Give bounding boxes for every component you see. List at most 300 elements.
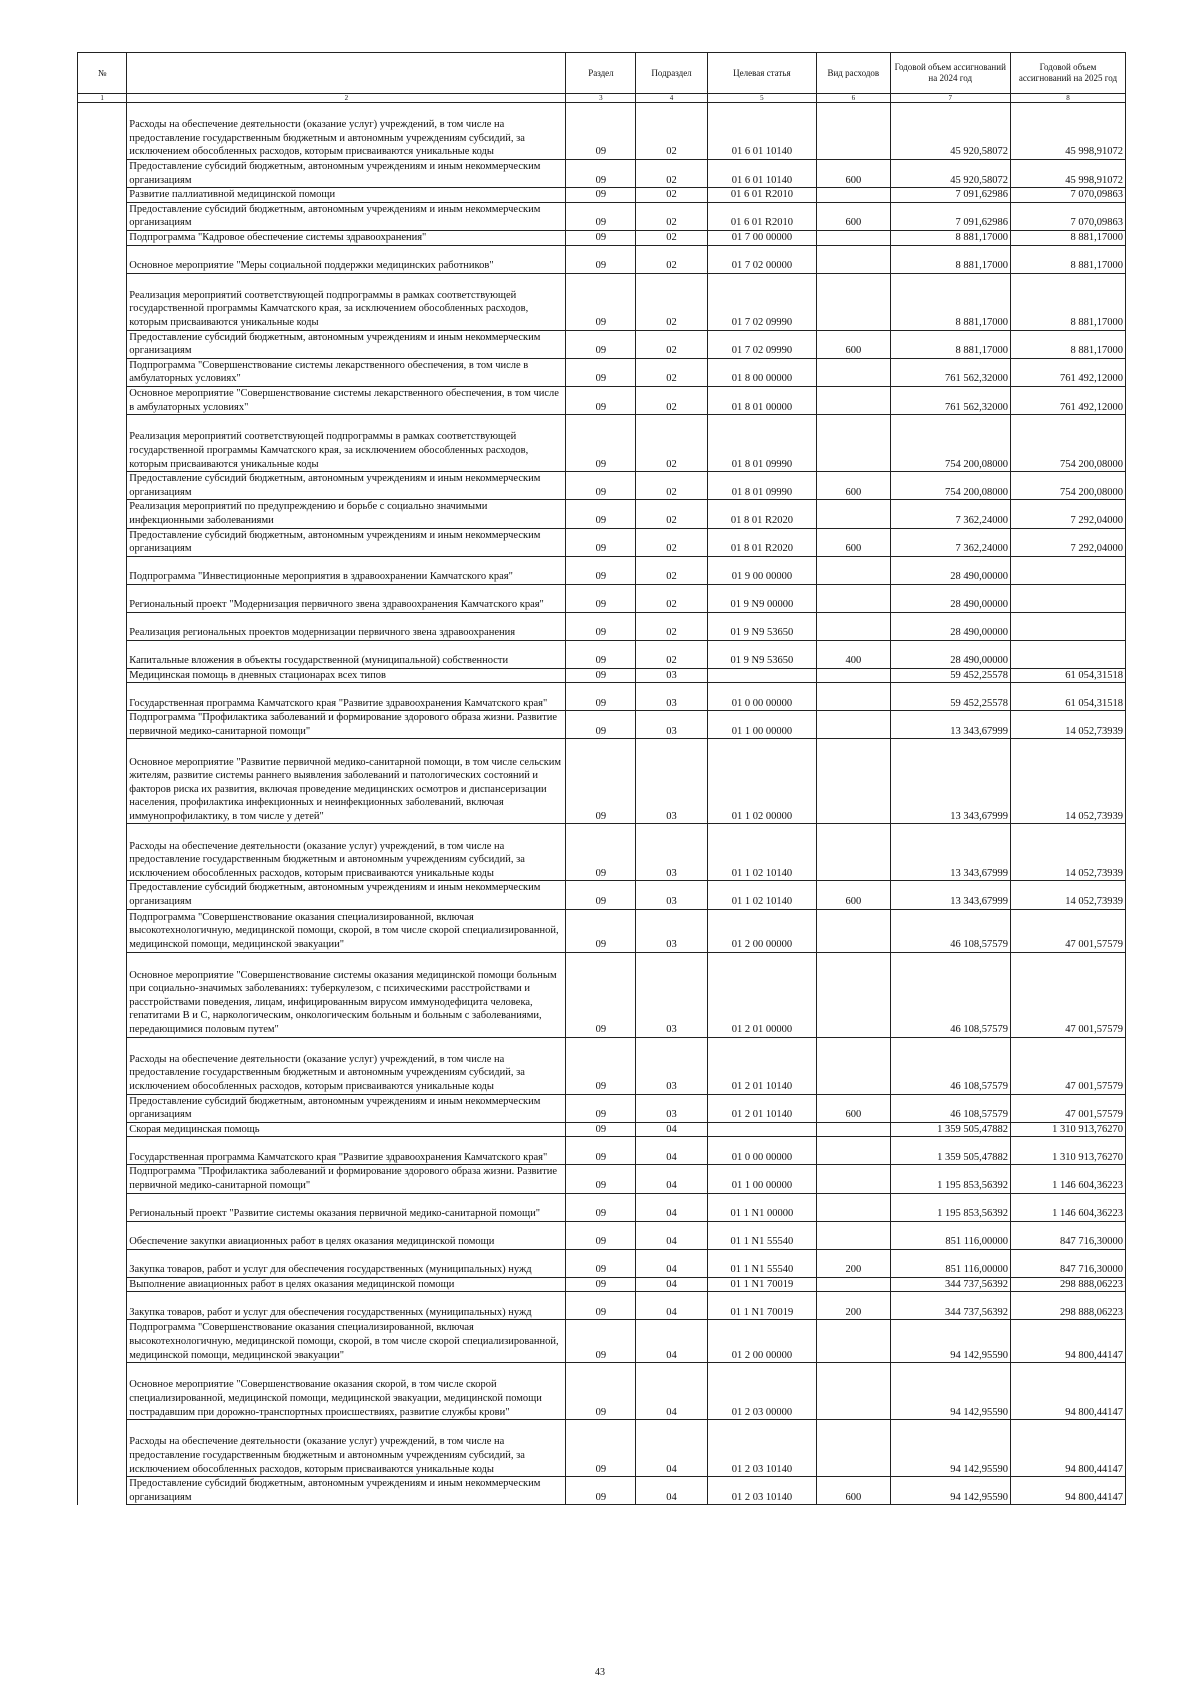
row-number-cell [78, 584, 127, 612]
row-amount-2024-cell: 46 108,57579 [890, 952, 1010, 1037]
row-amount-2025-cell: 8 881,17000 [1010, 230, 1125, 245]
table-row [78, 1221, 1126, 1249]
row-name-cell: Реализация мероприятий по предупреждению и борьбе с социально значимыми инфекционными заболеваниями [127, 500, 566, 528]
row-amount-2024-cell: 1 359 505,47882 [890, 1137, 1010, 1165]
table-row [78, 188, 1126, 203]
row-razdel-cell: 09 [566, 584, 636, 612]
row-expense-type-cell [817, 358, 890, 386]
row-razdel-cell: 09 [566, 1420, 636, 1477]
row-amount-2025-cell: 298 888,06223 [1010, 1292, 1125, 1320]
row-podrazdel-cell: 04 [636, 1420, 707, 1477]
row-amount-2024-cell: 13 343,67999 [890, 824, 1010, 881]
row-amount-2024-cell: 754 200,08000 [890, 472, 1010, 500]
row-amount-2024-cell: 13 343,67999 [890, 739, 1010, 824]
row-number-cell [78, 1193, 127, 1221]
row-razdel-cell: 09 [566, 1037, 636, 1094]
row-number-cell [78, 386, 127, 414]
row-podrazdel-cell: 04 [636, 1122, 707, 1137]
table-row [78, 739, 1126, 824]
table-row [78, 584, 1126, 612]
row-razdel-cell: 09 [566, 103, 636, 160]
row-name-cell: Закупка товаров, работ и услуг для обеспечения государственных (муниципальных) нужд [127, 1249, 566, 1277]
row-name-cell: Подпрограмма "Инвестиционные мероприятия в здравоохранении Камчатского края" [127, 556, 566, 584]
row-amount-2025-cell: 47 001,57579 [1010, 1037, 1125, 1094]
row-target-article-cell: 01 8 00 00000 [707, 358, 817, 386]
row-razdel-cell: 09 [566, 1221, 636, 1249]
row-razdel-cell: 09 [566, 909, 636, 952]
row-podrazdel-cell: 03 [636, 668, 707, 683]
row-name-cell: Предоставление субсидий бюджетным, автономным учреждениям и иным некоммерческим организациям [127, 528, 566, 556]
row-expense-type-cell [817, 668, 890, 683]
header-amount-2025: Годовой объем ассигнований на 2025 год [1010, 53, 1125, 94]
row-razdel-cell: 09 [566, 952, 636, 1037]
column-number: 4 [636, 94, 707, 103]
table-row [78, 909, 1126, 952]
row-podrazdel-cell: 02 [636, 528, 707, 556]
row-name-cell: Предоставление субсидий бюджетным, автономным учреждениям и иным некоммерческим организациям [127, 202, 566, 230]
row-podrazdel-cell: 02 [636, 245, 707, 273]
row-amount-2025-cell: 61 054,31518 [1010, 668, 1125, 683]
table-row [78, 952, 1126, 1037]
table-row [78, 1165, 1126, 1193]
row-name-cell: Расходы на обеспечение деятельности (оказание услуг) учреждений, в том числе на предоставление государственным бюджетным и автономным учреждениям субсидий, за исключением обособленных расходов, которым присваиваются уникальные коды [127, 1420, 566, 1477]
row-podrazdel-cell: 04 [636, 1165, 707, 1193]
row-expense-type-cell [817, 1193, 890, 1221]
row-expense-type-cell [817, 103, 890, 160]
row-podrazdel-cell: 02 [636, 472, 707, 500]
row-amount-2025-cell: 94 800,44147 [1010, 1363, 1125, 1420]
row-razdel-cell: 09 [566, 1094, 636, 1122]
row-target-article-cell: 01 7 02 00000 [707, 245, 817, 273]
row-razdel-cell: 09 [566, 711, 636, 739]
row-amount-2024-cell: 7 362,24000 [890, 528, 1010, 556]
row-expense-type-cell [817, 230, 890, 245]
row-podrazdel-cell: 02 [636, 415, 707, 472]
row-podrazdel-cell: 02 [636, 103, 707, 160]
row-amount-2025-cell: 94 800,44147 [1010, 1477, 1125, 1505]
row-target-article-cell: 01 6 01 10140 [707, 103, 817, 160]
row-razdel-cell: 09 [566, 358, 636, 386]
table-body [78, 103, 1126, 1505]
row-number-cell [78, 1277, 127, 1292]
row-expense-type-cell [817, 711, 890, 739]
row-target-article-cell: 01 2 01 10140 [707, 1094, 817, 1122]
row-expense-type-cell [817, 909, 890, 952]
row-name-cell: Капитальные вложения в объекты государственной (муниципальной) собственности [127, 640, 566, 668]
row-amount-2024-cell: 851 116,00000 [890, 1249, 1010, 1277]
row-name-cell: Основное мероприятие "Совершенствование системы оказания медицинской помощи больным при социально-значимых заболеваниях: туберкулезом, с психическими расстройствами и расстройствами поведения, лицам, инфицированным вирусом иммунодефицита человека, гепатитами В и С, наркологическим, онкологическим больным и больным с заболеваниями, передающимися половым путем" [127, 952, 566, 1037]
row-expense-type-cell [817, 188, 890, 203]
row-razdel-cell: 09 [566, 1122, 636, 1137]
row-name-cell: Подпрограмма "Профилактика заболеваний и формирование здорового образа жизни. Развитие первичной медико-санитарной помощи" [127, 1165, 566, 1193]
row-podrazdel-cell: 03 [636, 1037, 707, 1094]
row-expense-type-cell: 200 [817, 1249, 890, 1277]
row-target-article-cell: 01 2 03 10140 [707, 1477, 817, 1505]
table-row [78, 230, 1126, 245]
row-name-cell: Реализация мероприятий соответствующей подпрограммы в рамках соответствующей государственной программы Камчатского края, за исключением обособленных расходов, которым присваиваются уникальные коды [127, 273, 566, 330]
row-amount-2025-cell: 14 052,73939 [1010, 739, 1125, 824]
row-name-cell: Государственная программа Камчатского края "Развитие здравоохранения Камчатского края" [127, 1137, 566, 1165]
row-name-cell: Подпрограмма "Профилактика заболеваний и формирование здорового образа жизни. Развитие первичной медико-санитарной помощи" [127, 711, 566, 739]
row-amount-2025-cell: 61 054,31518 [1010, 683, 1125, 711]
row-amount-2024-cell: 28 490,00000 [890, 640, 1010, 668]
row-podrazdel-cell: 04 [636, 1137, 707, 1165]
row-amount-2025-cell: 47 001,57579 [1010, 1094, 1125, 1122]
row-target-article-cell: 01 6 01 R2010 [707, 188, 817, 203]
row-name-cell: Основное мероприятие "Совершенствование системы лекарственного обеспечения, в том числе в амбулаторных условиях" [127, 386, 566, 414]
row-expense-type-cell: 600 [817, 160, 890, 188]
row-number-cell [78, 358, 127, 386]
table-row [78, 1477, 1126, 1505]
row-expense-type-cell: 600 [817, 881, 890, 909]
row-razdel-cell: 09 [566, 245, 636, 273]
table-row [78, 273, 1126, 330]
row-razdel-cell: 09 [566, 739, 636, 824]
row-target-article-cell: 01 8 01 R2020 [707, 528, 817, 556]
table-row [78, 472, 1126, 500]
row-name-cell: Государственная программа Камчатского края "Развитие здравоохранения Камчатского края" [127, 683, 566, 711]
row-podrazdel-cell: 02 [636, 584, 707, 612]
row-podrazdel-cell: 03 [636, 683, 707, 711]
table-row [78, 358, 1126, 386]
row-number-cell [78, 472, 127, 500]
row-expense-type-cell [817, 415, 890, 472]
row-amount-2024-cell: 94 142,95590 [890, 1477, 1010, 1505]
row-razdel-cell: 09 [566, 330, 636, 358]
table-row [78, 202, 1126, 230]
row-target-article-cell: 01 8 01 09990 [707, 415, 817, 472]
row-amount-2024-cell: 344 737,56392 [890, 1277, 1010, 1292]
row-amount-2025-cell: 8 881,17000 [1010, 330, 1125, 358]
row-number-cell [78, 640, 127, 668]
row-number-cell [78, 1037, 127, 1094]
table-row [78, 1122, 1126, 1137]
table-row [78, 330, 1126, 358]
row-razdel-cell: 09 [566, 528, 636, 556]
row-amount-2025-cell: 761 492,12000 [1010, 386, 1125, 414]
row-target-article-cell: 01 8 01 09990 [707, 472, 817, 500]
table-row [78, 1277, 1126, 1292]
row-razdel-cell: 09 [566, 1165, 636, 1193]
row-razdel-cell: 09 [566, 881, 636, 909]
row-name-cell: Подпрограмма "Кадровое обеспечение системы здравоохранения" [127, 230, 566, 245]
row-amount-2025-cell [1010, 640, 1125, 668]
row-expense-type-cell [817, 1137, 890, 1165]
row-target-article-cell: 01 2 00 00000 [707, 1320, 817, 1363]
row-amount-2025-cell: 14 052,73939 [1010, 824, 1125, 881]
row-target-article-cell: 01 1 02 10140 [707, 824, 817, 881]
row-amount-2025-cell: 47 001,57579 [1010, 909, 1125, 952]
row-name-cell: Предоставление субсидий бюджетным, автономным учреждениям и иным некоммерческим организациям [127, 1477, 566, 1505]
row-expense-type-cell [817, 683, 890, 711]
row-amount-2025-cell: 1 310 913,76270 [1010, 1122, 1125, 1137]
row-amount-2025-cell: 8 881,17000 [1010, 273, 1125, 330]
row-amount-2025-cell: 7 070,09863 [1010, 202, 1125, 230]
row-amount-2025-cell: 94 800,44147 [1010, 1420, 1125, 1477]
row-amount-2024-cell: 754 200,08000 [890, 415, 1010, 472]
row-expense-type-cell [817, 1277, 890, 1292]
row-expense-type-cell [817, 952, 890, 1037]
row-target-article-cell: 01 9 N9 53650 [707, 612, 817, 640]
row-number-cell [78, 245, 127, 273]
row-name-cell: Реализация мероприятий соответствующей подпрограммы в рамках соответствующей государственной программы Камчатского края, за исключением обособленных расходов, которым присваиваются уникальные коды [127, 415, 566, 472]
row-amount-2024-cell: 7 091,62986 [890, 202, 1010, 230]
row-amount-2025-cell: 7 292,04000 [1010, 528, 1125, 556]
row-razdel-cell: 09 [566, 556, 636, 584]
row-number-cell [78, 683, 127, 711]
row-expense-type-cell [817, 500, 890, 528]
row-expense-type-cell: 600 [817, 528, 890, 556]
row-expense-type-cell: 600 [817, 202, 890, 230]
table-row [78, 640, 1126, 668]
row-number-cell [78, 711, 127, 739]
row-number-cell [78, 1165, 127, 1193]
row-target-article-cell: 01 1 N1 00000 [707, 1193, 817, 1221]
header-amount-2024: Годовой объем ассигнований на 2024 год [890, 53, 1010, 94]
row-razdel-cell: 09 [566, 273, 636, 330]
row-expense-type-cell [817, 1320, 890, 1363]
row-number-cell [78, 739, 127, 824]
row-amount-2025-cell: 754 200,08000 [1010, 415, 1125, 472]
row-name-cell: Медицинская помощь в дневных стационарах всех типов [127, 668, 566, 683]
budget-table [77, 52, 1126, 1505]
row-number-cell [78, 230, 127, 245]
row-podrazdel-cell: 02 [636, 273, 707, 330]
table-row [78, 415, 1126, 472]
row-name-cell: Реализация региональных проектов модернизации первичного звена здравоохранения [127, 612, 566, 640]
row-amount-2025-cell [1010, 556, 1125, 584]
row-podrazdel-cell: 04 [636, 1292, 707, 1320]
row-podrazdel-cell: 02 [636, 160, 707, 188]
row-target-article-cell: 01 2 03 00000 [707, 1363, 817, 1420]
row-amount-2024-cell: 344 737,56392 [890, 1292, 1010, 1320]
row-podrazdel-cell: 02 [636, 230, 707, 245]
row-amount-2025-cell: 847 716,30000 [1010, 1249, 1125, 1277]
row-target-article-cell: 01 2 01 10140 [707, 1037, 817, 1094]
row-razdel-cell: 09 [566, 230, 636, 245]
table-row [78, 612, 1126, 640]
column-number-row [78, 94, 1126, 103]
header-number: № [78, 53, 127, 94]
row-amount-2025-cell: 45 998,91072 [1010, 160, 1125, 188]
table-row [78, 1363, 1126, 1420]
row-amount-2025-cell: 14 052,73939 [1010, 711, 1125, 739]
row-name-cell: Основное мероприятие "Развитие первичной медико-санитарной помощи, в том числе сельским жителям, развитие системы раннего выявления заболеваний и патологических состояний и факторов риска их развития, включая проведение медицинских осмотров и диспансеризации населения, профилактика инфекционных и неинфекционных заболеваний, включая иммунопрофилактику, в том числе у детей" [127, 739, 566, 824]
table-row [78, 556, 1126, 584]
row-amount-2024-cell: 94 142,95590 [890, 1420, 1010, 1477]
table-row [78, 824, 1126, 881]
row-razdel-cell: 09 [566, 415, 636, 472]
row-name-cell: Подпрограмма "Совершенствование оказания специализированной, включая высокотехнологичную, медицинской помощи, скорой, в том числе скорой специализированной, медицинской помощи, медицинской эвакуации" [127, 1320, 566, 1363]
row-podrazdel-cell: 03 [636, 881, 707, 909]
table-row [78, 1292, 1126, 1320]
row-amount-2025-cell: 298 888,06223 [1010, 1277, 1125, 1292]
table-row [78, 103, 1126, 160]
row-razdel-cell: 09 [566, 824, 636, 881]
row-amount-2025-cell: 47 001,57579 [1010, 952, 1125, 1037]
row-amount-2024-cell: 45 920,58072 [890, 103, 1010, 160]
row-amount-2025-cell: 847 716,30000 [1010, 1221, 1125, 1249]
row-name-cell: Основное мероприятие "Меры социальной поддержки медицинских работников" [127, 245, 566, 273]
row-amount-2024-cell: 7 091,62986 [890, 188, 1010, 203]
row-number-cell [78, 1420, 127, 1477]
row-amount-2024-cell: 761 562,32000 [890, 358, 1010, 386]
row-target-article-cell: 01 1 00 00000 [707, 711, 817, 739]
row-amount-2025-cell: 94 800,44147 [1010, 1320, 1125, 1363]
row-number-cell [78, 881, 127, 909]
row-expense-type-cell [817, 739, 890, 824]
row-target-article-cell: 01 8 01 00000 [707, 386, 817, 414]
row-number-cell [78, 952, 127, 1037]
row-podrazdel-cell: 02 [636, 612, 707, 640]
table-row [78, 500, 1126, 528]
table-row [78, 1420, 1126, 1477]
row-target-article-cell [707, 1122, 817, 1137]
row-number-cell [78, 188, 127, 203]
row-number-cell [78, 1320, 127, 1363]
row-amount-2024-cell: 45 920,58072 [890, 160, 1010, 188]
row-number-cell [78, 1221, 127, 1249]
row-name-cell: Региональный проект "Модернизация первичного звена здравоохранения Камчатского края" [127, 584, 566, 612]
table-row [78, 528, 1126, 556]
row-target-article-cell: 01 6 01 10140 [707, 160, 817, 188]
row-amount-2024-cell: 8 881,17000 [890, 330, 1010, 358]
row-target-article-cell: 01 9 N9 53650 [707, 640, 817, 668]
row-target-article-cell: 01 1 02 00000 [707, 739, 817, 824]
row-podrazdel-cell: 04 [636, 1320, 707, 1363]
row-number-cell [78, 160, 127, 188]
row-podrazdel-cell: 03 [636, 952, 707, 1037]
row-podrazdel-cell: 02 [636, 358, 707, 386]
row-razdel-cell: 09 [566, 500, 636, 528]
header-name [127, 53, 566, 94]
row-expense-type-cell [817, 386, 890, 414]
row-amount-2024-cell: 94 142,95590 [890, 1320, 1010, 1363]
row-expense-type-cell: 200 [817, 1292, 890, 1320]
header-target-article: Целевая статья [707, 53, 817, 94]
row-podrazdel-cell: 03 [636, 739, 707, 824]
table-row [78, 1193, 1126, 1221]
row-amount-2024-cell: 59 452,25578 [890, 683, 1010, 711]
row-expense-type-cell [817, 556, 890, 584]
row-number-cell [78, 1477, 127, 1505]
row-razdel-cell: 09 [566, 612, 636, 640]
row-podrazdel-cell: 03 [636, 824, 707, 881]
row-target-article-cell: 01 7 02 09990 [707, 273, 817, 330]
row-target-article-cell: 01 9 N9 00000 [707, 584, 817, 612]
row-podrazdel-cell: 04 [636, 1363, 707, 1420]
row-expense-type-cell [817, 1221, 890, 1249]
row-amount-2024-cell: 59 452,25578 [890, 668, 1010, 683]
row-name-cell: Предоставление субсидий бюджетным, автономным учреждениям и иным некоммерческим организациям [127, 1094, 566, 1122]
row-number-cell [78, 103, 127, 160]
row-target-article-cell: 01 1 02 10140 [707, 881, 817, 909]
row-amount-2025-cell: 1 310 913,76270 [1010, 1137, 1125, 1165]
row-expense-type-cell [817, 824, 890, 881]
row-razdel-cell: 09 [566, 1292, 636, 1320]
row-number-cell [78, 500, 127, 528]
table-row [78, 386, 1126, 414]
row-name-cell: Подпрограмма "Совершенствование оказания специализированной, включая высокотехнологичную, медицинской помощи, скорой, в том числе скорой специализированной, медицинской помощи, медицинской эвакуации" [127, 909, 566, 952]
row-razdel-cell: 09 [566, 1193, 636, 1221]
row-expense-type-cell: 600 [817, 472, 890, 500]
column-number: 1 [78, 94, 127, 103]
row-amount-2025-cell: 1 146 604,36223 [1010, 1193, 1125, 1221]
row-razdel-cell: 09 [566, 202, 636, 230]
row-name-cell: Развитие паллиативной медицинской помощи [127, 188, 566, 203]
header-razdel: Раздел [566, 53, 636, 94]
row-number-cell [78, 824, 127, 881]
row-number-cell [78, 668, 127, 683]
row-number-cell [78, 1122, 127, 1137]
row-number-cell [78, 909, 127, 952]
row-number-cell [78, 1249, 127, 1277]
row-podrazdel-cell: 04 [636, 1277, 707, 1292]
column-number: 8 [1010, 94, 1125, 103]
row-amount-2025-cell: 14 052,73939 [1010, 881, 1125, 909]
row-target-article-cell: 01 9 00 00000 [707, 556, 817, 584]
row-number-cell [78, 1137, 127, 1165]
row-name-cell: Расходы на обеспечение деятельности (оказание услуг) учреждений, в том числе на предоставление государственным бюджетным и автономным учреждениям субсидий, за исключением обособленных расходов, которым присваиваются уникальные коды [127, 103, 566, 160]
row-podrazdel-cell: 02 [636, 188, 707, 203]
row-number-cell [78, 330, 127, 358]
row-amount-2024-cell: 8 881,17000 [890, 245, 1010, 273]
row-expense-type-cell [817, 245, 890, 273]
row-target-article-cell: 01 2 01 00000 [707, 952, 817, 1037]
row-amount-2025-cell: 8 881,17000 [1010, 245, 1125, 273]
row-razdel-cell: 09 [566, 1320, 636, 1363]
table-row [78, 245, 1126, 273]
row-name-cell: Предоставление субсидий бюджетным, автономным учреждениям и иным некоммерческим организациям [127, 330, 566, 358]
table-row [78, 1037, 1126, 1094]
row-amount-2024-cell: 46 108,57579 [890, 1094, 1010, 1122]
row-podrazdel-cell: 02 [636, 202, 707, 230]
row-name-cell: Выполнение авиационных работ в целях оказания медицинской помощи [127, 1277, 566, 1292]
row-target-article-cell: 01 1 N1 70019 [707, 1292, 817, 1320]
table-row [78, 1137, 1126, 1165]
row-razdel-cell: 09 [566, 1277, 636, 1292]
row-amount-2025-cell: 7 070,09863 [1010, 188, 1125, 203]
row-razdel-cell: 09 [566, 386, 636, 414]
row-expense-type-cell: 400 [817, 640, 890, 668]
row-razdel-cell: 09 [566, 1477, 636, 1505]
row-expense-type-cell [817, 1165, 890, 1193]
row-amount-2025-cell: 754 200,08000 [1010, 472, 1125, 500]
row-number-cell [78, 1363, 127, 1420]
table-row [78, 711, 1126, 739]
row-razdel-cell: 09 [566, 683, 636, 711]
row-target-article-cell: 01 1 N1 55540 [707, 1249, 817, 1277]
row-name-cell: Обеспечение закупки авиационных работ в целях оказания медицинской помощи [127, 1221, 566, 1249]
row-name-cell: Скорая медицинская помощь [127, 1122, 566, 1137]
header-podrazdel: Подраздел [636, 53, 707, 94]
row-podrazdel-cell: 02 [636, 386, 707, 414]
row-number-cell [78, 528, 127, 556]
table-row [78, 668, 1126, 683]
row-target-article-cell: 01 2 00 00000 [707, 909, 817, 952]
row-expense-type-cell [817, 1420, 890, 1477]
row-number-cell [78, 612, 127, 640]
row-podrazdel-cell: 02 [636, 556, 707, 584]
row-podrazdel-cell: 03 [636, 1094, 707, 1122]
row-target-article-cell: 01 7 02 09990 [707, 330, 817, 358]
row-expense-type-cell: 600 [817, 1094, 890, 1122]
row-amount-2024-cell: 1 195 853,56392 [890, 1193, 1010, 1221]
row-number-cell [78, 556, 127, 584]
row-number-cell [78, 1094, 127, 1122]
column-number: 7 [890, 94, 1010, 103]
row-amount-2024-cell: 94 142,95590 [890, 1363, 1010, 1420]
